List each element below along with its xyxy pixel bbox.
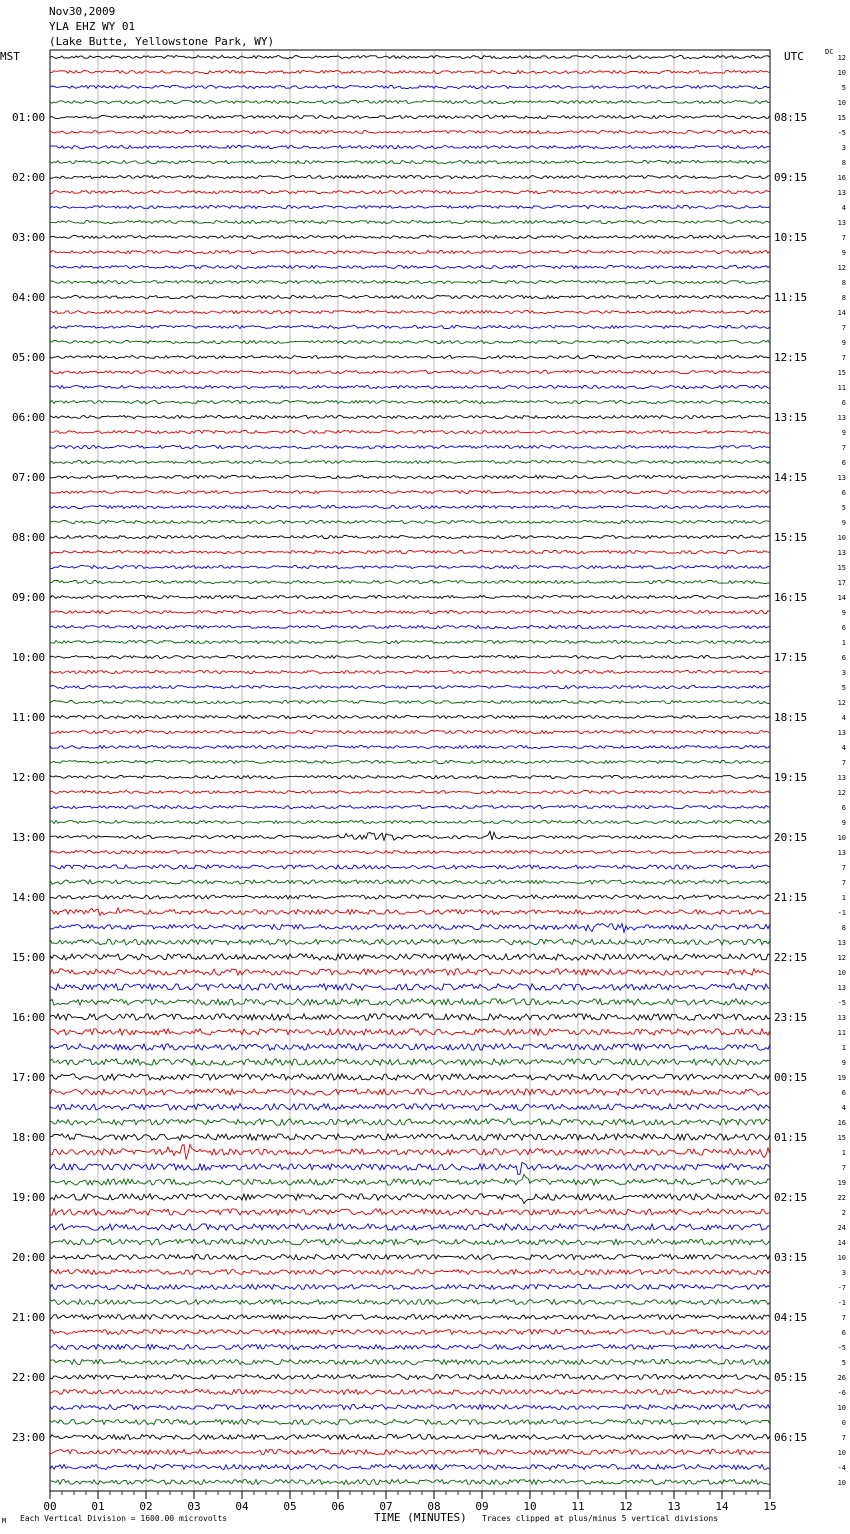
x-tick-label: 01 bbox=[91, 1500, 105, 1513]
dc-offset-label: 16 bbox=[837, 174, 846, 182]
dc-offset-label: 3 bbox=[841, 144, 846, 152]
dc-offset-label: 3 bbox=[841, 669, 846, 677]
x-tick-label: 10 bbox=[523, 1500, 537, 1513]
trace-row bbox=[50, 1074, 770, 1080]
trace-row bbox=[50, 1315, 770, 1320]
mst-hour-label: 10:00 bbox=[12, 651, 46, 664]
trace-row bbox=[50, 1029, 770, 1035]
dc-offset-label: 9 bbox=[841, 249, 846, 257]
mst-hour-label: 19:00 bbox=[12, 1191, 46, 1204]
dc-offset-label: 7 bbox=[841, 354, 846, 362]
dc-offset-label: 13 bbox=[837, 939, 846, 947]
dc-offset-label: 12 bbox=[837, 699, 846, 707]
trace-row bbox=[50, 1089, 770, 1095]
trace-row bbox=[50, 310, 770, 313]
x-tick-label: 11 bbox=[571, 1500, 585, 1513]
dc-offset-label: 11 bbox=[837, 1029, 846, 1037]
trace-row bbox=[50, 340, 770, 343]
dc-offset-label: 13 bbox=[837, 774, 846, 782]
plot-date: Nov30,2009 bbox=[49, 5, 116, 18]
trace-row bbox=[50, 1175, 770, 1186]
dc-offset-label: 9 bbox=[841, 819, 846, 827]
dc-offset-label: 7 bbox=[841, 864, 846, 872]
trace-row bbox=[50, 685, 770, 688]
trace-row bbox=[50, 939, 770, 945]
dc-offset-label: -5 bbox=[837, 129, 846, 137]
trace-row bbox=[50, 790, 770, 793]
dc-offset-label: -6 bbox=[837, 1389, 846, 1397]
x-tick-label: 12 bbox=[619, 1500, 633, 1513]
trace-row bbox=[50, 295, 770, 298]
trace-row bbox=[50, 1134, 770, 1140]
trace-row bbox=[50, 715, 770, 718]
trace-row bbox=[50, 145, 770, 148]
utc-hour-label: 11:15 bbox=[774, 291, 808, 304]
trace-row bbox=[50, 475, 770, 478]
dc-offset-label: 8 bbox=[841, 924, 846, 932]
trace-row bbox=[50, 1194, 770, 1204]
trace-row bbox=[50, 220, 770, 223]
mst-hour-label: 18:00 bbox=[12, 1131, 46, 1144]
trace-row bbox=[50, 1359, 770, 1364]
dc-offset-label: 10 bbox=[837, 969, 846, 977]
trace-row bbox=[50, 1254, 770, 1259]
trace-row bbox=[50, 550, 770, 553]
utc-hour-label: 13:15 bbox=[774, 411, 808, 424]
trace-row bbox=[50, 640, 770, 643]
mst-hour-label: 01:00 bbox=[12, 111, 46, 124]
trace-row bbox=[50, 1479, 770, 1484]
dc-offset-label: 22 bbox=[837, 1194, 846, 1202]
dc-offset-label: 2 bbox=[841, 1209, 846, 1217]
mst-hour-label: 20:00 bbox=[12, 1251, 46, 1264]
dc-offset-label: 9 bbox=[841, 339, 846, 347]
dc-offset-label: 15 bbox=[837, 1134, 846, 1142]
trace-row bbox=[50, 250, 770, 253]
trace-row bbox=[50, 969, 770, 975]
trace-row bbox=[50, 115, 770, 118]
utc-hour-label: 08:15 bbox=[774, 111, 808, 124]
dc-offset-label: -1 bbox=[837, 909, 846, 917]
x-tick-label: 13 bbox=[667, 1500, 681, 1513]
corner-mark: M bbox=[2, 1517, 7, 1525]
dc-offset-label: 7 bbox=[841, 324, 846, 332]
trace-row bbox=[50, 205, 770, 208]
dc-offset-label: 13 bbox=[837, 729, 846, 737]
utc-hour-label: 14:15 bbox=[774, 471, 808, 484]
dc-offset-label: 12 bbox=[837, 264, 846, 272]
dc-offset-label: 6 bbox=[841, 459, 846, 467]
dc-offset-label: 5 bbox=[841, 1359, 846, 1367]
utc-hour-label: 05:15 bbox=[774, 1371, 808, 1384]
trace-row bbox=[50, 1389, 770, 1394]
trace-row bbox=[50, 1435, 770, 1440]
utc-hour-label: 18:15 bbox=[774, 711, 808, 724]
trace-row bbox=[50, 760, 770, 763]
mst-hour-label: 11:00 bbox=[12, 711, 46, 724]
trace-row bbox=[50, 1284, 770, 1289]
trace-row bbox=[50, 670, 770, 673]
dc-offset-label: 15 bbox=[837, 564, 846, 572]
dc-offset-label: 10 bbox=[837, 1479, 846, 1487]
utc-hour-label: 02:15 bbox=[774, 1191, 808, 1204]
dc-offset-label: 7 bbox=[841, 234, 846, 242]
trace-row bbox=[50, 1269, 770, 1274]
trace-row bbox=[50, 924, 770, 933]
x-tick-label: 03 bbox=[187, 1500, 201, 1513]
dc-offset-label: 11 bbox=[837, 384, 846, 392]
utc-hour-label: 15:15 bbox=[774, 531, 808, 544]
utc-hour-label: 03:15 bbox=[774, 1251, 808, 1264]
mst-axis-label: MST bbox=[0, 50, 20, 63]
dc-offset-label: 3 bbox=[841, 1269, 846, 1277]
trace-row bbox=[50, 1329, 770, 1334]
mst-hour-label: 16:00 bbox=[12, 1011, 46, 1024]
trace-row bbox=[50, 1059, 770, 1065]
dc-offset-label: -1 bbox=[837, 1299, 846, 1307]
dc-offset-label: 12 bbox=[837, 954, 846, 962]
utc-hour-label: 12:15 bbox=[774, 351, 808, 364]
trace-row bbox=[50, 445, 770, 448]
utc-hour-label: 06:15 bbox=[774, 1431, 808, 1444]
utc-hour-label: 20:15 bbox=[774, 831, 808, 844]
x-tick-label: 00 bbox=[43, 1500, 57, 1513]
trace-row bbox=[50, 385, 770, 388]
x-tick-label: 09 bbox=[475, 1500, 489, 1513]
dc-offset-label: 4 bbox=[841, 204, 846, 212]
dc-offset-label: 7 bbox=[841, 1314, 846, 1322]
trace-row bbox=[50, 415, 770, 418]
mst-hour-label: 03:00 bbox=[12, 231, 46, 244]
trace-row bbox=[50, 1465, 770, 1470]
trace-row bbox=[50, 700, 770, 703]
dc-offset-label: 8 bbox=[841, 279, 846, 287]
mst-hour-label: 09:00 bbox=[12, 591, 46, 604]
utc-axis-label: UTC bbox=[784, 50, 804, 63]
dc-offset-label: 5 bbox=[841, 84, 846, 92]
dc-offset-label: 4 bbox=[841, 714, 846, 722]
dc-offset-label: 6 bbox=[841, 399, 846, 407]
dc-offset-label: 9 bbox=[841, 429, 846, 437]
trace-row bbox=[50, 595, 770, 598]
x-tick-label: 04 bbox=[235, 1500, 249, 1513]
dc-offset-label: 10 bbox=[837, 1254, 846, 1262]
x-tick-label: 05 bbox=[283, 1500, 297, 1513]
utc-hour-label: 22:15 bbox=[774, 951, 808, 964]
trace-row bbox=[50, 160, 770, 163]
trace-row bbox=[50, 1375, 770, 1380]
dc-offset-label: 6 bbox=[841, 1089, 846, 1097]
time-axis bbox=[43, 1491, 776, 1513]
dc-offset-label: 13 bbox=[837, 1014, 846, 1022]
dc-offset-label: 8 bbox=[841, 159, 846, 167]
trace-row bbox=[50, 400, 770, 403]
trace-row bbox=[50, 55, 770, 58]
dc-offset-label: 10 bbox=[837, 1404, 846, 1412]
x-tick-label: 06 bbox=[331, 1500, 345, 1513]
dc-offset-label: 6 bbox=[841, 654, 846, 662]
trace-row bbox=[50, 130, 770, 133]
dc-offset-label: 10 bbox=[837, 1449, 846, 1457]
dc-offset-label: 17 bbox=[837, 579, 846, 587]
time-axis-title: TIME (MINUTES) bbox=[374, 1511, 467, 1524]
trace-row bbox=[50, 805, 770, 808]
dc-offset-label: -4 bbox=[837, 1464, 846, 1472]
dc-offset-label: 10 bbox=[837, 834, 846, 842]
dc-offset-label: 4 bbox=[841, 1104, 846, 1112]
utc-hour-label: 00:15 bbox=[774, 1071, 808, 1084]
dc-offset-label: 6 bbox=[841, 1329, 846, 1337]
dc-offset-label: 6 bbox=[841, 489, 846, 497]
trace-row bbox=[50, 656, 770, 659]
trace-row bbox=[50, 580, 770, 583]
trace-row bbox=[50, 1119, 770, 1125]
dc-offset-label: 24 bbox=[837, 1224, 846, 1232]
dc-offset-label: 13 bbox=[837, 549, 846, 557]
trace-row bbox=[50, 265, 770, 268]
trace-row bbox=[50, 235, 770, 238]
dc-offset-label: 14 bbox=[837, 1239, 846, 1247]
dc-offset-label: 13 bbox=[837, 219, 846, 227]
dc-offset-label: 26 bbox=[837, 1374, 846, 1382]
mst-hour-label: 08:00 bbox=[12, 531, 46, 544]
dc-offset-label: 9 bbox=[841, 519, 846, 527]
trace-row bbox=[50, 85, 770, 88]
mst-hour-label: 04:00 bbox=[12, 291, 46, 304]
dc-offset-label: 19 bbox=[837, 1179, 846, 1187]
trace-row bbox=[50, 625, 770, 628]
dc-offset-label: 7 bbox=[841, 1434, 846, 1442]
mst-hour-label: 17:00 bbox=[12, 1071, 46, 1084]
trace-row bbox=[50, 1209, 770, 1215]
trace-row bbox=[50, 954, 770, 960]
trace-row bbox=[50, 190, 770, 193]
utc-hour-label: 09:15 bbox=[774, 171, 808, 184]
trace-row bbox=[50, 850, 770, 853]
dc-offset-label: 10 bbox=[837, 99, 846, 107]
dc-offset-label: 15 bbox=[837, 369, 846, 377]
utc-hour-label: 01:15 bbox=[774, 1131, 808, 1144]
trace-row bbox=[50, 535, 770, 538]
trace-row bbox=[50, 370, 770, 373]
mst-hour-label: 02:00 bbox=[12, 171, 46, 184]
dc-offset-label: 15 bbox=[837, 114, 846, 122]
utc-hour-label: 17:15 bbox=[774, 651, 808, 664]
trace-row bbox=[50, 430, 770, 433]
mst-hour-label: 22:00 bbox=[12, 1371, 46, 1384]
trace-row bbox=[50, 1224, 770, 1230]
trace-row bbox=[50, 355, 770, 358]
station-code: YLA EHZ WY 01 bbox=[49, 20, 136, 33]
dc-offset-label: 10 bbox=[837, 69, 846, 77]
x-tick-label: 02 bbox=[139, 1500, 153, 1513]
trace-row bbox=[50, 460, 770, 463]
utc-hour-label: 21:15 bbox=[774, 891, 808, 904]
trace-row bbox=[50, 1300, 770, 1305]
trace-row bbox=[50, 100, 770, 103]
x-tick-label: 07 bbox=[379, 1500, 393, 1513]
trace-row bbox=[50, 1162, 770, 1174]
trace-row bbox=[50, 1449, 770, 1454]
trace-row bbox=[50, 865, 770, 869]
dc-offset-label: 16 bbox=[837, 1119, 846, 1127]
trace-row bbox=[50, 1014, 770, 1020]
dc-offset-label: 6 bbox=[841, 624, 846, 632]
dc-offset-label: 7 bbox=[841, 759, 846, 767]
trace-row bbox=[50, 984, 770, 990]
mst-hour-label: 05:00 bbox=[12, 351, 46, 364]
trace-row bbox=[50, 775, 770, 778]
mst-hour-label: 13:00 bbox=[12, 831, 46, 844]
dc-offset-label: -5 bbox=[837, 999, 846, 1007]
utc-hour-label: 23:15 bbox=[774, 1011, 808, 1024]
dc-offset-label: 1 bbox=[841, 1044, 846, 1052]
mst-hour-label: 07:00 bbox=[12, 471, 46, 484]
trace-row bbox=[50, 280, 770, 283]
trace-row bbox=[50, 1344, 770, 1349]
dc-offset-label: -7 bbox=[837, 1284, 846, 1292]
dc-offset-label: 13 bbox=[837, 474, 846, 482]
trace-row bbox=[50, 880, 770, 884]
dc-offset-label: 19 bbox=[837, 1074, 846, 1082]
mst-hour-label: 12:00 bbox=[12, 771, 46, 784]
trace-row bbox=[50, 820, 770, 823]
utc-hour-label: 04:15 bbox=[774, 1311, 808, 1324]
x-tick-label: 14 bbox=[715, 1500, 729, 1513]
dc-offset-label: 13 bbox=[837, 984, 846, 992]
trace-row bbox=[50, 175, 770, 178]
trace-row bbox=[50, 505, 770, 508]
dc-offset-label: 13 bbox=[837, 189, 846, 197]
dc-offset-label: 7 bbox=[841, 1164, 846, 1172]
mst-hour-label: 23:00 bbox=[12, 1431, 46, 1444]
trace-row bbox=[50, 565, 770, 568]
trace-row bbox=[50, 610, 770, 613]
mst-hour-label: 14:00 bbox=[12, 891, 46, 904]
mst-hour-label: 15:00 bbox=[12, 951, 46, 964]
dc-offset-label: 14 bbox=[837, 594, 846, 602]
dc-offset-label: 9 bbox=[841, 1059, 846, 1067]
dc-offset-label: 8 bbox=[841, 294, 846, 302]
utc-hour-label: 19:15 bbox=[774, 771, 808, 784]
dc-header-label: DC bbox=[825, 48, 834, 56]
trace-row bbox=[50, 325, 770, 328]
trace-row bbox=[50, 1145, 770, 1160]
trace-row bbox=[50, 895, 770, 899]
trace-row bbox=[50, 999, 770, 1005]
dc-offset-label: -5 bbox=[837, 1344, 846, 1352]
trace-row bbox=[50, 831, 770, 840]
dc-offset-label: 0 bbox=[841, 1419, 846, 1427]
trace-row bbox=[50, 745, 770, 748]
dc-offset-label: 1 bbox=[841, 639, 846, 647]
trace-row bbox=[50, 1239, 770, 1245]
seismic-traces bbox=[50, 54, 846, 1487]
dc-offset-label: 9 bbox=[841, 609, 846, 617]
x-tick-label: 15 bbox=[763, 1500, 777, 1513]
trace-row bbox=[50, 70, 770, 73]
utc-hour-label: 16:15 bbox=[774, 591, 808, 604]
trace-row bbox=[50, 1419, 770, 1424]
dc-offset-label: 1 bbox=[841, 894, 846, 902]
trace-row bbox=[50, 1104, 770, 1110]
trace-row bbox=[50, 490, 770, 493]
station-location: (Lake Butte, Yellowstone Park, WY) bbox=[49, 35, 275, 48]
trace-row bbox=[50, 730, 770, 733]
dc-offset-label: 6 bbox=[841, 804, 846, 812]
dc-offset-label: 14 bbox=[837, 309, 846, 317]
dc-offset-label: 5 bbox=[841, 504, 846, 512]
trace-row bbox=[50, 908, 770, 916]
utc-hour-label: 10:15 bbox=[774, 231, 808, 244]
dc-offset-label: 13 bbox=[837, 414, 846, 422]
trace-row bbox=[50, 520, 770, 523]
trace-row bbox=[50, 1404, 770, 1409]
dc-offset-label: 12 bbox=[837, 789, 846, 797]
vertical-division-note: Each Vertical Division = 1600.00 microvolts bbox=[20, 1514, 228, 1523]
dc-offset-label: 1 bbox=[841, 1149, 846, 1157]
dc-offset-label: 4 bbox=[841, 744, 846, 752]
dc-offset-label: 12 bbox=[837, 54, 846, 62]
dc-offset-label: 7 bbox=[841, 879, 846, 887]
mst-hour-label: 06:00 bbox=[12, 411, 46, 424]
dc-offset-label: 5 bbox=[841, 684, 846, 692]
clipping-note: Traces clipped at plus/minus 5 vertical divisions bbox=[482, 1514, 719, 1523]
mst-hour-label: 21:00 bbox=[12, 1311, 46, 1324]
x-tick-label: 08 bbox=[427, 1500, 441, 1513]
dc-offset-label: 13 bbox=[837, 849, 846, 857]
dc-offset-label: 10 bbox=[837, 534, 846, 542]
dc-offset-label: 7 bbox=[841, 444, 846, 452]
trace-row bbox=[50, 1044, 770, 1050]
